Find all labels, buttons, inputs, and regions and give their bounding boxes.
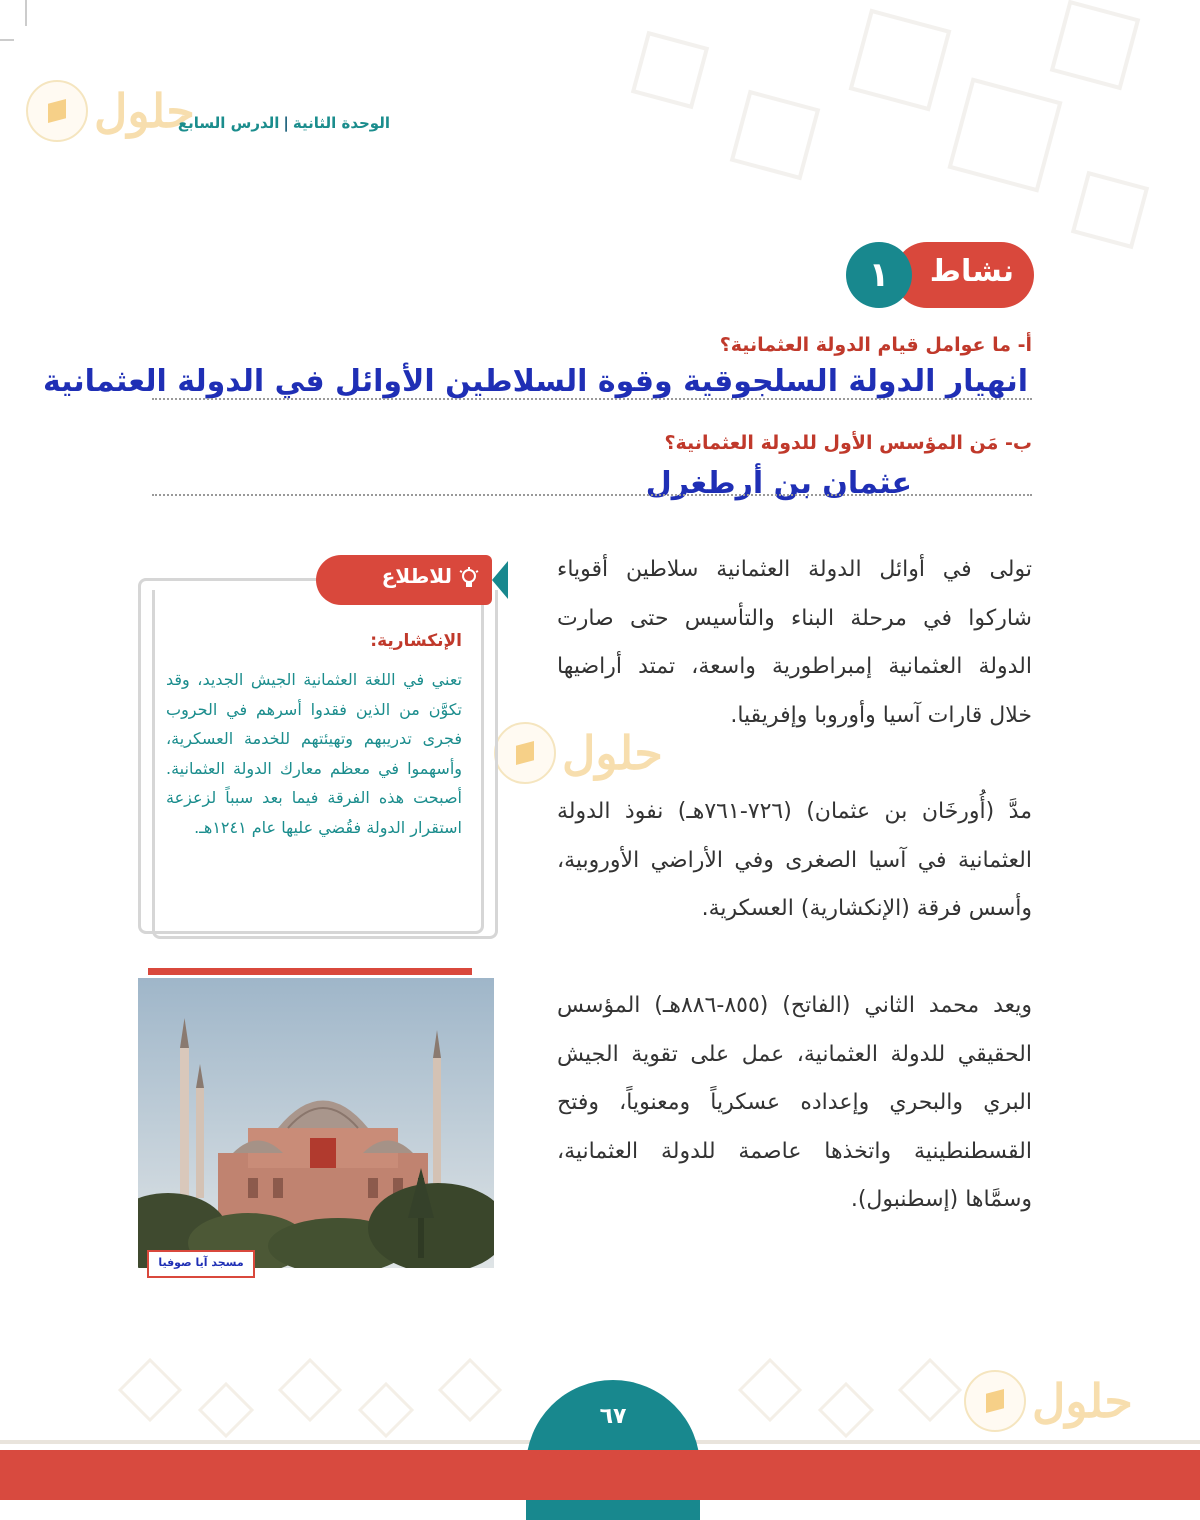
watermark-logo-top: حلول [26, 80, 195, 142]
info-tag [316, 555, 492, 605]
watermark-logo-middle: حلول [494, 722, 663, 784]
question-a: أ- ما عوامل قيام الدولة العثمانية؟ [719, 334, 1032, 356]
info-text: تعني في اللغة العثمانية الجيش الجديد، وقد تكوَّن من الذين فقدوا أسرهم في الحروب فجرى تدريبهم وتهيئتهم للخدمة العسكرية، وأسهموا في معظم معارك الدولة العثمانية. أصبحت هذه الفرقة فيما بعد سبباً لزعزعة استقرار الدولة فقُضي عليها عام ١٢٤١هـ. [166, 670, 462, 837]
book-icon [494, 722, 556, 784]
page-header: الوحدة الثانية|الدرس السابع [177, 114, 390, 132]
paragraph-3: ويعد محمد الثاني (الفاتح) (٨٥٥-٨٨٦هـ) المؤسس الحقيقي للدولة العثمانية، عمل على تقوية الجيش البري والبحري وإعداده عسكرياً ومعنوياً، وفتح القسطنطينية واتخذها عاصمة للدولة العثمانية، وسمَّاها (إسطنبول). [557, 993, 1032, 1212]
info-tag-label: للاطلاع [381, 564, 452, 588]
book-icon [964, 1370, 1026, 1432]
footer-band [0, 1450, 1200, 1500]
activity-number: ١ [846, 242, 912, 308]
activity-label: نشاط [929, 254, 1014, 289]
watermark-logo-bottom: حلول [964, 1370, 1133, 1432]
lesson-label: الدرس السابع [177, 114, 280, 132]
question-b: ب- مَن المؤسس الأول للدولة العثمانية؟ [664, 432, 1032, 454]
activity-badge [846, 242, 1034, 308]
answer-line-a [152, 398, 1032, 400]
unit-label: الوحدة الثانية [292, 114, 390, 132]
lightbulb-icon [458, 567, 480, 591]
info-title: الإنكشارية: [370, 631, 462, 651]
answer-line-b [152, 494, 1032, 496]
arrow-icon [492, 561, 508, 599]
paragraph-1: تولى في أوائل الدولة العثمانية سلاطين أقوياء شاركوا في مرحلة البناء والتأسيس حتى صارت الدولة العثمانية إمبراطورية واسعة، تمتد أراضيها خلال قارات آسيا وأوروبا وإفريقيا. [557, 557, 1032, 728]
book-icon [26, 80, 88, 142]
answer-b: عثمان بن أرطغرل [645, 466, 912, 501]
photo-caption: مسجد آيا صوفيا [147, 1250, 255, 1278]
page-number: ٦٧ [599, 1404, 627, 1429]
answer-a: انهيار الدولة السلجوقية وقوة السلاطين الأوائل في الدولة العثمانية [42, 364, 1028, 399]
photo-accent-bar [148, 968, 472, 975]
paragraph-2: مدَّ (أُورخَان بن عثمان) (٧٢٦-٧٦١هـ) نفوذ الدولة العثمانية في آسيا الصغرى وفي الأراضي الأوروبية، وأسس فرقة (الإنكشارية) العسكرية. [557, 799, 1032, 921]
hagia-sophia-photo [138, 978, 494, 1268]
